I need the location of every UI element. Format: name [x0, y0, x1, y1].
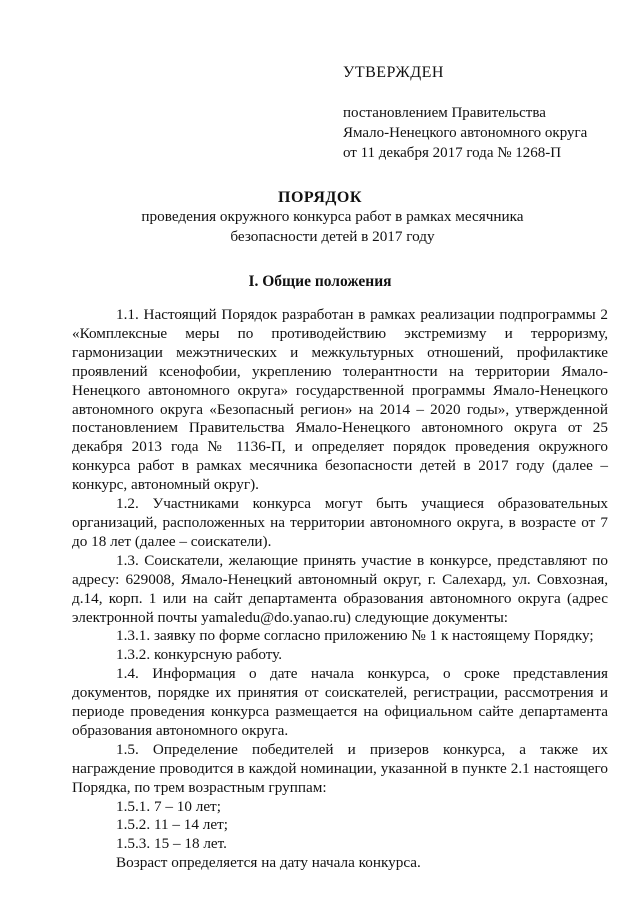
- document-title: ПОРЯДОК: [278, 189, 362, 206]
- paragraph-age-note: Возраст определяется на дату начала конкурса.: [116, 854, 421, 872]
- approval-line: от 11 декабря 2017 года № 1268-П: [343, 145, 562, 161]
- paragraph-1-5-2: 1.5.2. 11 – 14 лет;: [116, 816, 228, 834]
- paragraph-1-1: 1.1. Настоящий Порядок разработан в рамках реализации подпрограммы 2 «Комплексные меры по противодействию экстремизму и терроризму, гармонизации межэтнических и межкультурных отношений, профилактике проявлений ксенофобии, укреплению толерантности на территории Ямало-Ненецкого автономного округа» государственной программы Ямало-Ненецкого автономного округа «Безопасный регион» на 2014 – 2020 годы», утвержденной постановлением Правительства Ямало-Ненецкого автономного округа от 25 декабря 2013 года № 1136-П, и определяет порядок проведения окружного конкурса работ в рамках месячника безопасности детей в 2017 году (далее – конкурс, автономный округ).: [72, 306, 608, 494]
- paragraph-1-4: 1.4. Информация о дате начала конкурса, о сроке представления документов, порядке их принятия от соискателей, регистрации, рассмотрения и периоде проведения конкурса размещается на официальном сайте департамента образования автономного округа.: [72, 665, 608, 739]
- section-body: [72, 306, 608, 873]
- approval-line: Ямало-Ненецкого автономного округа: [343, 125, 588, 141]
- paragraph-1-5-1: 1.5.1. 7 – 10 лет;: [116, 797, 221, 815]
- paragraph-1-2: 1.2. Участниками конкурса могут быть учащиеся образовательных организаций, расположенных на территории автономного округа, в возрасте от 7 до 18 лет (далее – соискатели).: [72, 495, 608, 550]
- approval-stamp: УТВЕРЖДЕН: [343, 64, 444, 81]
- paragraph-1-3-2: 1.3.2. конкурсную работу.: [116, 646, 283, 664]
- paragraph-1-5-3: 1.5.3. 15 – 18 лет.: [116, 835, 227, 853]
- section-heading: I. Общие положения: [248, 273, 392, 290]
- paragraph-1-5: 1.5. Определение победителей и призеров конкурса, а также их награждение проводится в каждой номинации, указанной в пункте 2.1 настоящего Порядка, по трем возрастным группам:: [72, 740, 608, 796]
- document-subtitle: проведения окружного конкурса работ в рамках месячника безопасности детей в 2017 году: [141, 208, 524, 245]
- paragraph-1-3: 1.3. Соискатели, желающие принять участие в конкурсе, представляют по адресу: 629008, Ямало-Ненецкий автономный округ, г. Салехард, ул. Совхозная, д.14, корп. 1 или на сайт департамента образования автономного округа (адрес электронной почты yamaledu@do.yanao.ru) следующие документы:: [72, 551, 608, 626]
- approval-line: постановлением Правительства: [343, 105, 546, 121]
- paragraph-1-3-1: 1.3.1. заявку по форме согласно приложению № 1 к настоящему Порядку;: [116, 627, 594, 645]
- approval-details: [343, 103, 587, 163]
